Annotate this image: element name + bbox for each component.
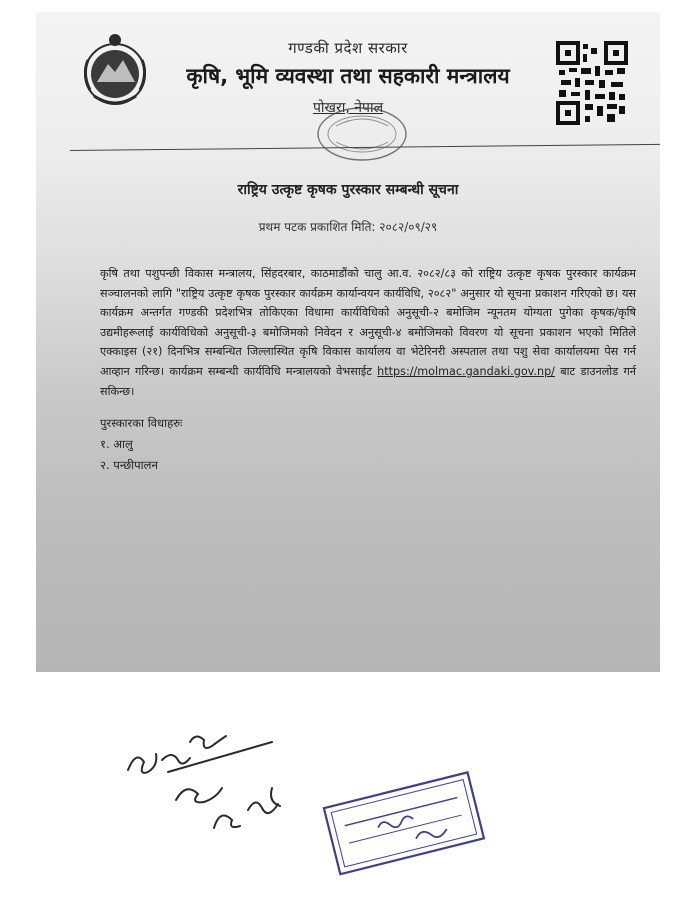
government-name: गण्डकी प्रदेश सरकार (288, 39, 408, 57)
award-sector-item: २. पन्छीपालन (100, 458, 158, 472)
receiving-stamp-icon (316, 764, 486, 884)
notice-body (100, 264, 636, 401)
notice-body-text: कृषि तथा पशुपन्छी विकास मन्त्रालय, सिंहदरबार, काठमाडौंको चालु आ.व. २०८२/८३ को राष्ट्रिय उत्कृष्ट कृषक पुरस्कार कार्यक्रम सञ्चालनको लागि "राष्ट्रिय उत्कृष्ट कृषक पुरस्कार कार्यक्रम कार्यान्वयन कार्यविधि, २०८२" अनुसार यो सूचना प्रकाशन गरिएको छ। यस कार्यक्रम अन्तर्गत गण्डकी प्रदेशभित्र तोकिएका विधामा कार्यविधिको अनुसूची-२ बमोजिम न्यूनतम योग्यता पुगेका कृषक/कृषि उद्यमीहरूलाई कार्यविधिको अनुसूची-३ बमोजिमको निवेदन र अनुसूची-४ बमोजिमको विवरण यो सूचना प्रकाशन भएको मितिले एक्काइस (२१) दिनभित्र सम्बन्धित जिल्लास्थित कृषि विकास कार्यालय वा भेटेरिनरी अस्पताल तथा पशु सेवा कार्यालयमा पेस गर्न आव्हान गरिन्छ। कार्यक्रम सम्बन्धी कार्यविधि मन्त्रालयको वेभसाईट (100, 267, 636, 378)
office-seal-stamp-icon (314, 104, 410, 164)
notice-body-end: बाट डाउनलोड गर्न सकिन्छ। (100, 364, 636, 398)
ministry-name: कृषि, भूमि व्यवस्था तथा सहकारी मन्त्रालय (186, 64, 510, 88)
publication-date: प्रथम पटक प्रकाशित मिति: २०८२/०९/२९ (258, 220, 438, 234)
ministry-website-link[interactable]: https://molmac.gandaki.gov.np/ (377, 364, 555, 378)
ministry-location: पोखरा, नेपाल (312, 100, 384, 116)
award-sector-item: १. आलु (100, 437, 133, 451)
notice-title: राष्ट्रिय उत्कृष्ट कृषक पुरस्कार सम्बन्धी सूचना (237, 182, 459, 198)
award-sectors-heading: पुरस्कारका विधाहरुः (100, 416, 183, 430)
scanned-notice-page (36, 12, 660, 672)
handwritten-signature-icon (122, 712, 312, 842)
